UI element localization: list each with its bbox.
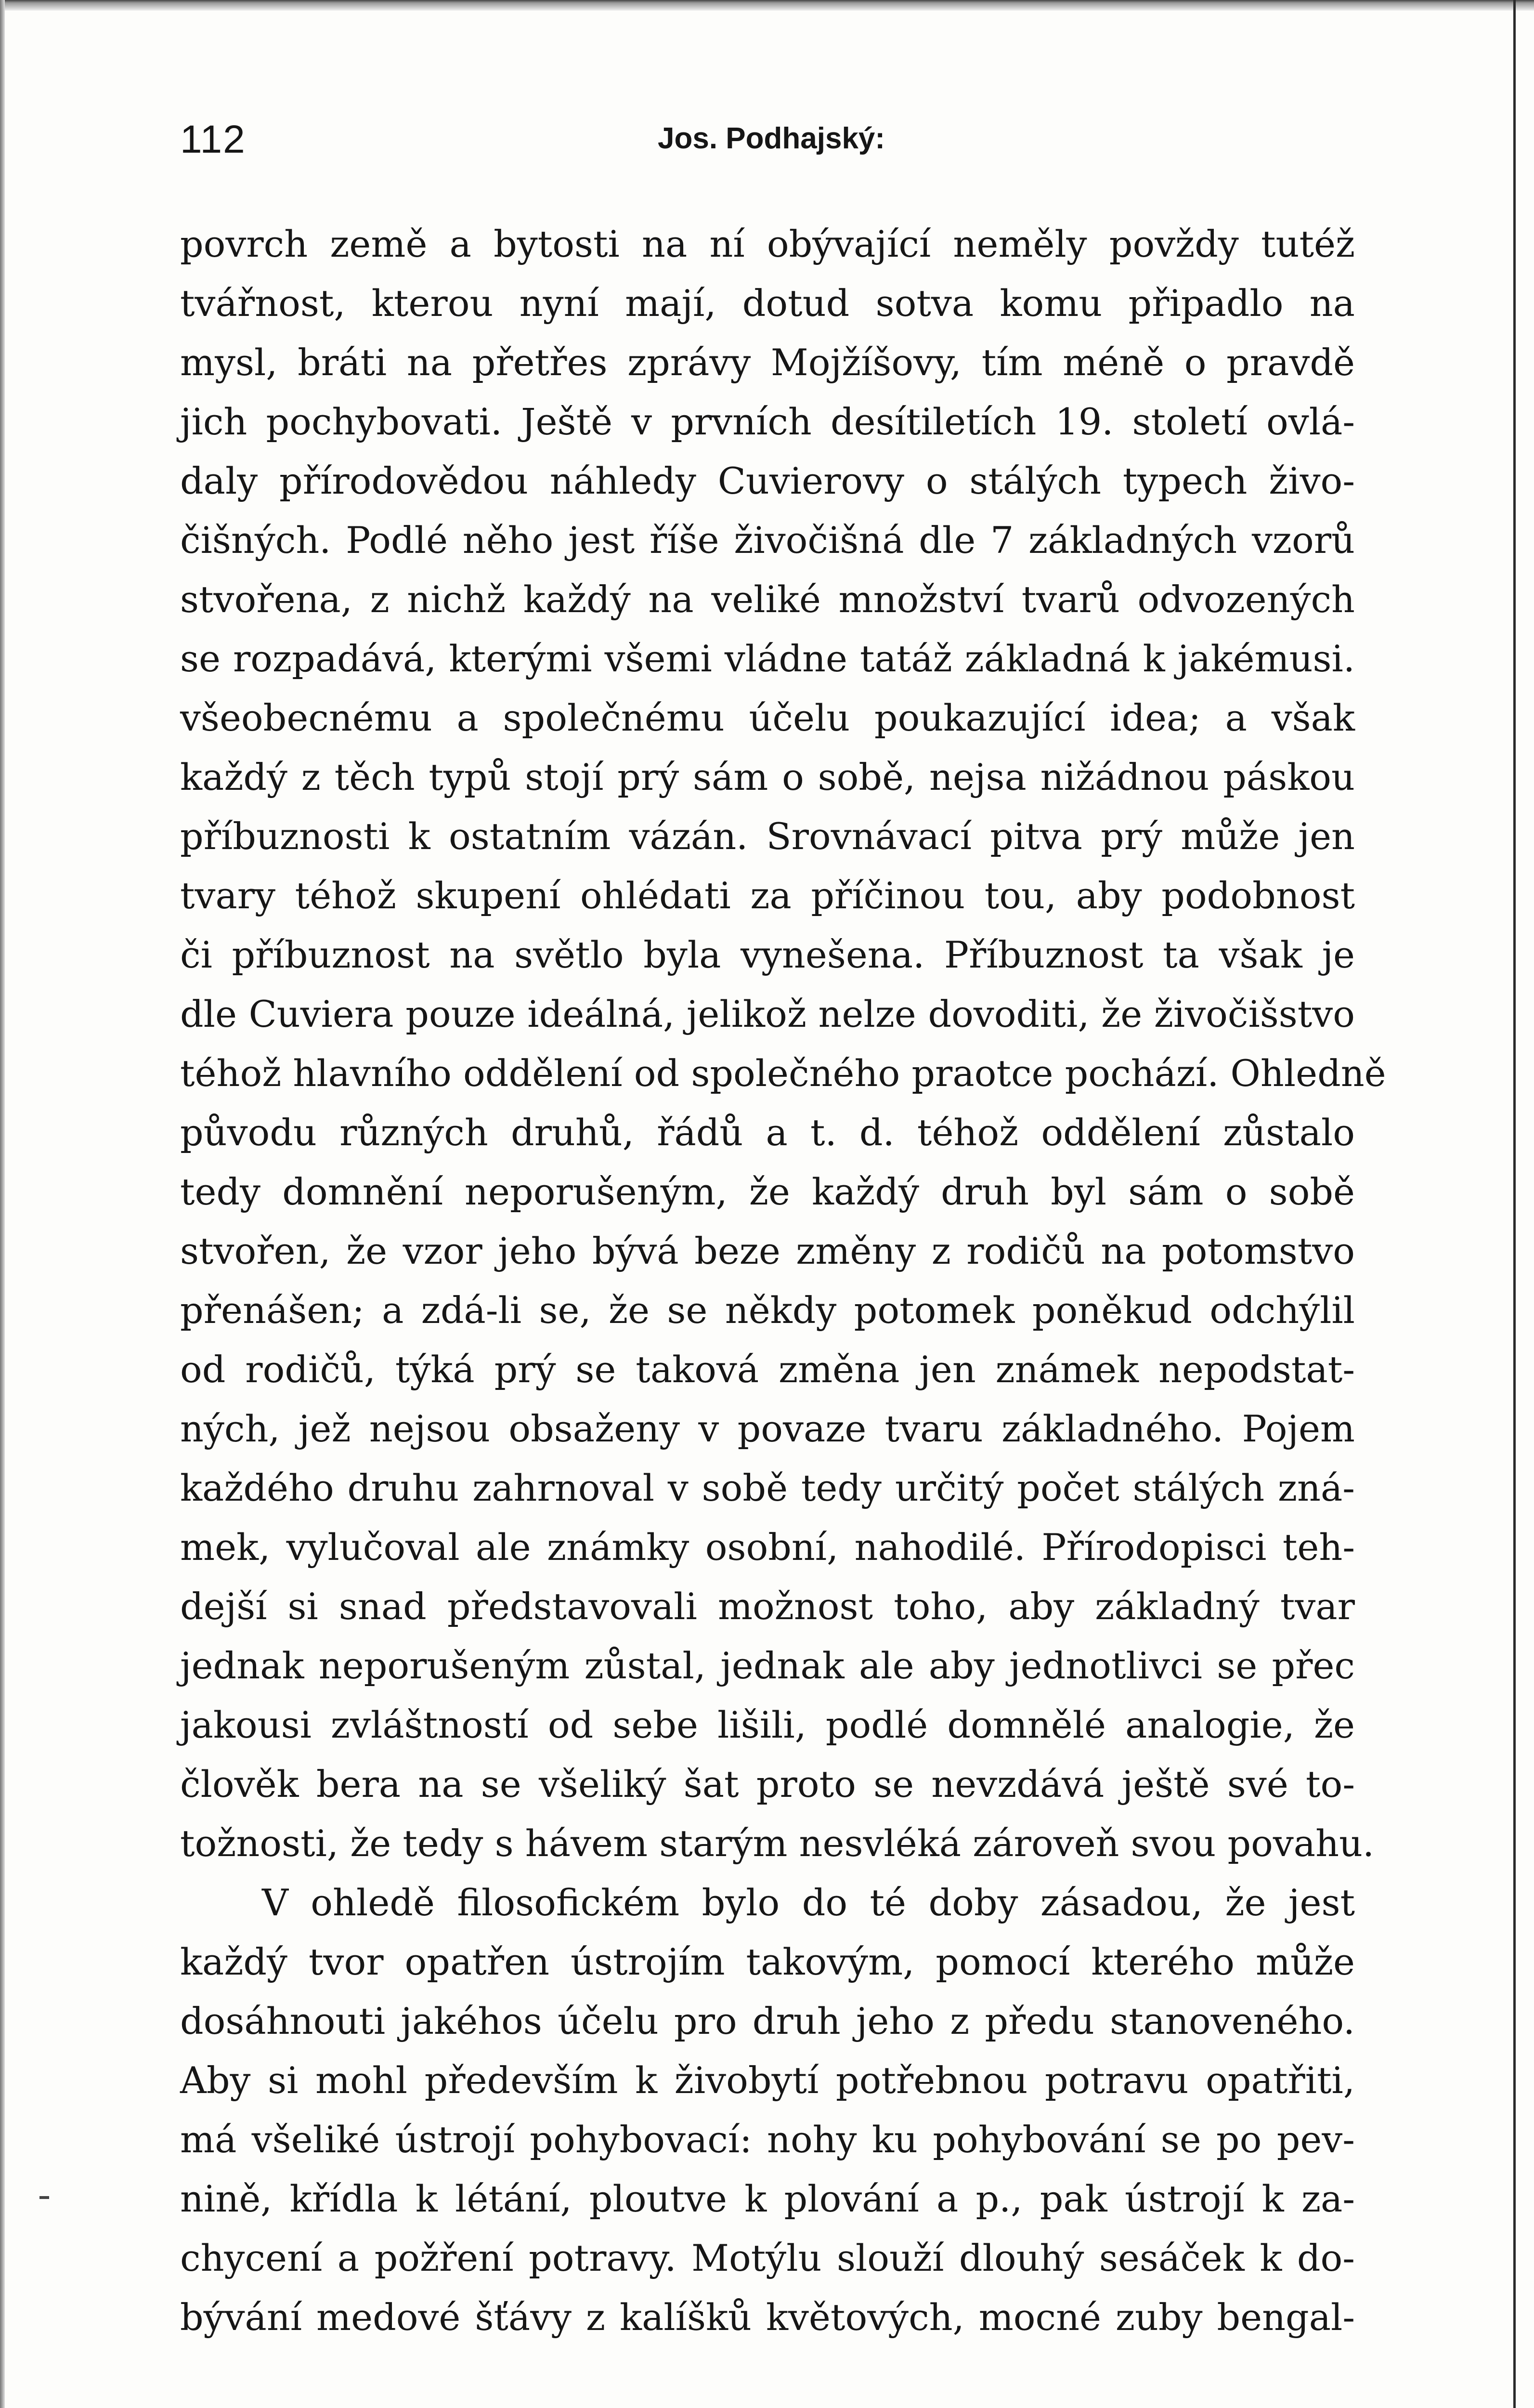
text-line: Aby si mohl především k živobytí potřebnou potravu opatřiti,	[180, 2059, 1355, 2102]
text-line: stvořena, z nichž každý na veliké množství tvarů odvozených	[180, 578, 1355, 621]
body-text	[180, 214, 1386, 2347]
text-line: tvary téhož skupení ohlédati za příčinou tou, aby podobnost	[180, 874, 1355, 917]
scan-top-edge	[0, 0, 1534, 11]
text-line: bývání medové šťávy z kalíšků květových, mocné zuby bengal-	[180, 2296, 1355, 2339]
text-line: každý z těch typů stojí prý sám o sobě, nejsa nižádnou páskou	[180, 756, 1355, 798]
text-line: čišných. Podlé něho jest říše živočišná dle 7 základných vzorů	[180, 519, 1355, 562]
text-line: či příbuznost na světlo byla vynešena. Příbuznost ta však je	[180, 933, 1355, 976]
text-line: má všeliké ústrojí pohybovací: nohy ku pohybování se po pev-	[180, 2118, 1355, 2161]
scan-left-edge	[0, 0, 5, 2408]
text-line: mysl, bráti na přetřes zprávy Mojžíšovy, tím méně o pravdě	[180, 341, 1355, 384]
text-line: tedy domnění neporušeným, že každý druh byl sám o sobě	[180, 1170, 1355, 1213]
text-line: dle Cuviera pouze ideálná, jelikož nelze dovoditi, že živočišstvo	[180, 993, 1355, 1035]
text-line: jich pochybovati. Ještě v prvních desítiletích 19. století ovlá-	[180, 400, 1355, 443]
text-line: každého druhu zahrnoval v sobě tedy určitý počet stálých zná-	[180, 1466, 1355, 1509]
text-line: přenášen; a zdá-li se, že se někdy potomek poněkud odchýlil	[180, 1289, 1355, 1332]
paragraph-start-line: V ohledě filosofickém bylo do té doby zásadou, že jest	[262, 1881, 1355, 1924]
page-header	[180, 111, 1355, 169]
text-line: jakousi zvláštností od sebe lišili, podlé domnělé analogie, že	[180, 1703, 1355, 1746]
margin-mark	[39, 2196, 49, 2199]
running-head: Jos. Podhajský:	[658, 122, 885, 155]
text-line: daly přírodovědou náhledy Cuvierovy o stálých typech živo-	[180, 459, 1355, 502]
text-line: dosáhnouti jakéhos účelu pro druh jeho z předu stanoveného.	[180, 2000, 1355, 2042]
text-line: jednak neporušeným zůstal, jednak ale aby jednotlivci se přec	[180, 1644, 1355, 1687]
text-line: chycení a požření potravy. Motýlu slouží dlouhý sesáček k do-	[180, 2237, 1355, 2279]
text-line: se rozpadává, kterými všemi vládne tatáž základná k jakémusi.	[180, 637, 1355, 680]
text-line: ných, jež nejsou obsaženy v povaze tvaru základného. Pojem	[180, 1407, 1355, 1450]
page-number: 112	[180, 118, 246, 161]
text-line: mek, vylučoval ale známky osobní, nahodilé. Přírodopisci teh-	[180, 1526, 1355, 1569]
scan-right-edge	[1513, 0, 1516, 2408]
text-line: každý tvor opatřen ústrojím takovým, pomocí kterého může	[180, 1940, 1355, 1983]
text-line: dejší si snad představovali možnost toho, aby základný tvar	[180, 1585, 1355, 1628]
text-line: tvářnost, kterou nyní mají, dotud sotva komu připadlo na	[180, 282, 1355, 325]
text-line: stvořen, že vzor jeho bývá beze změny z rodičů na potomstvo	[180, 1230, 1355, 1272]
text-line: nině, křídla k létání, ploutve k plování a p., pak ústrojí k za-	[180, 2177, 1355, 2220]
text-line: povrch země a bytosti na ní obývající neměly povždy tutéž	[180, 222, 1355, 265]
text-line: všeobecnému a společnému účelu poukazující idea; a však	[180, 696, 1355, 739]
text-line: tožnosti, že tedy s hávem starým nesvléká zároveň svou povahu.	[180, 1822, 1375, 1865]
text-line: příbuznosti k ostatním vázán. Srovnávací pitva prý může jen	[180, 815, 1355, 858]
text-line: od rodičů, týká prý se taková změna jen známek nepodstat-	[180, 1348, 1355, 1391]
text-line: člověk bera na se všeliký šat proto se nevzdává ještě své to-	[180, 1763, 1355, 1806]
text-line: původu různých druhů, řádů a t. d. téhož oddělení zůstalo	[180, 1111, 1355, 1154]
text-line: téhož hlavního oddělení od společného praotce pochází. Ohledně	[180, 1052, 1386, 1095]
